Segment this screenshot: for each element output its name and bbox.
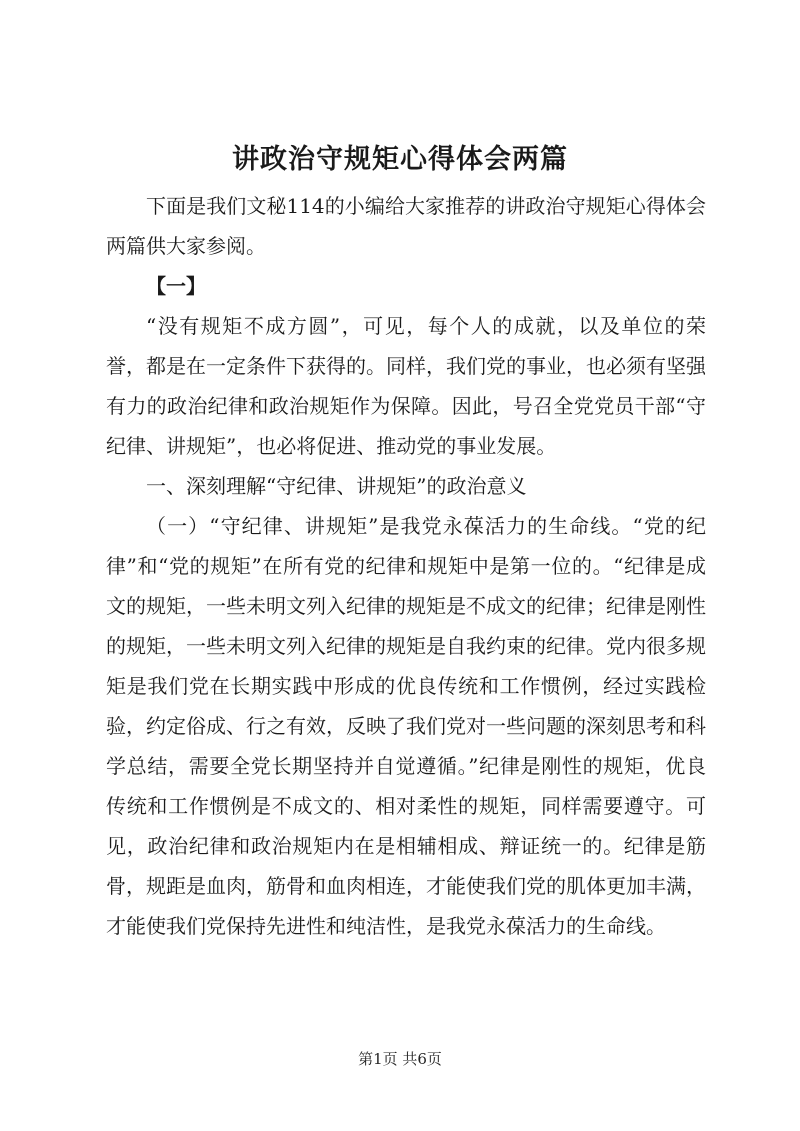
section-marker: 【一】 [146, 274, 206, 298]
page-number-label: 第1页 共6页 [358, 1050, 442, 1068]
body-paragraph-2: （一）“守纪律、讲规矩”是我党永葆活力的生命线。“党的纪律”和“党的规矩”在所有党的纪律和规矩中是第一位的。“纪律是成文的规矩，一些未明文列入纪律的规矩是不成文的纪律；纪律是刚性的规矩，一些未明文列入纪律的规矩是自我约束的纪律。党内很多规矩是我们党在长期实践中形成的优良传统和工作惯例，经过实践检验，约定俗成、行之有效，反映了我们党对一些问题的深刻思考和科学总结，需要全党长期坚持并自觉遵循。”纪律是刚性的规矩，优良传统和工作惯例是不成文的、相对柔性的规矩，同样需要遵守。可见，政治纪律和政治规矩内在是相辅相成、辩证统一的。纪律是筋骨，规距是血肉，筋骨和血肉相连，才能使我们党的肌体更加丰满，才能使我们党保持先进性和纯洁性，是我党永葆活力的生命线。 [106, 514, 706, 938]
document-body [106, 186, 706, 946]
page-footer [0, 1048, 800, 1069]
section-heading: 一、深刻理解“守纪律、讲规矩”的政治意义 [146, 474, 527, 498]
document-title: 讲政治守规矩心得体会两篇 [232, 144, 568, 175]
body-paragraph-1: “没有规矩不成方圆”，可见，每个人的成就，以及单位的荣誉，都是在一定条件下获得的。同样，我们党的事业，也必须有坚强有力的政治纪律和政治规矩作为保障。因此，号召全党党员干部“守纪律、讲规矩”，也必将促进、推动党的事业发展。 [106, 314, 706, 458]
intro-paragraph: 下面是我们文秘114的小编给大家推荐的讲政治守规矩心得体会两篇供大家参阅。 [106, 194, 706, 258]
